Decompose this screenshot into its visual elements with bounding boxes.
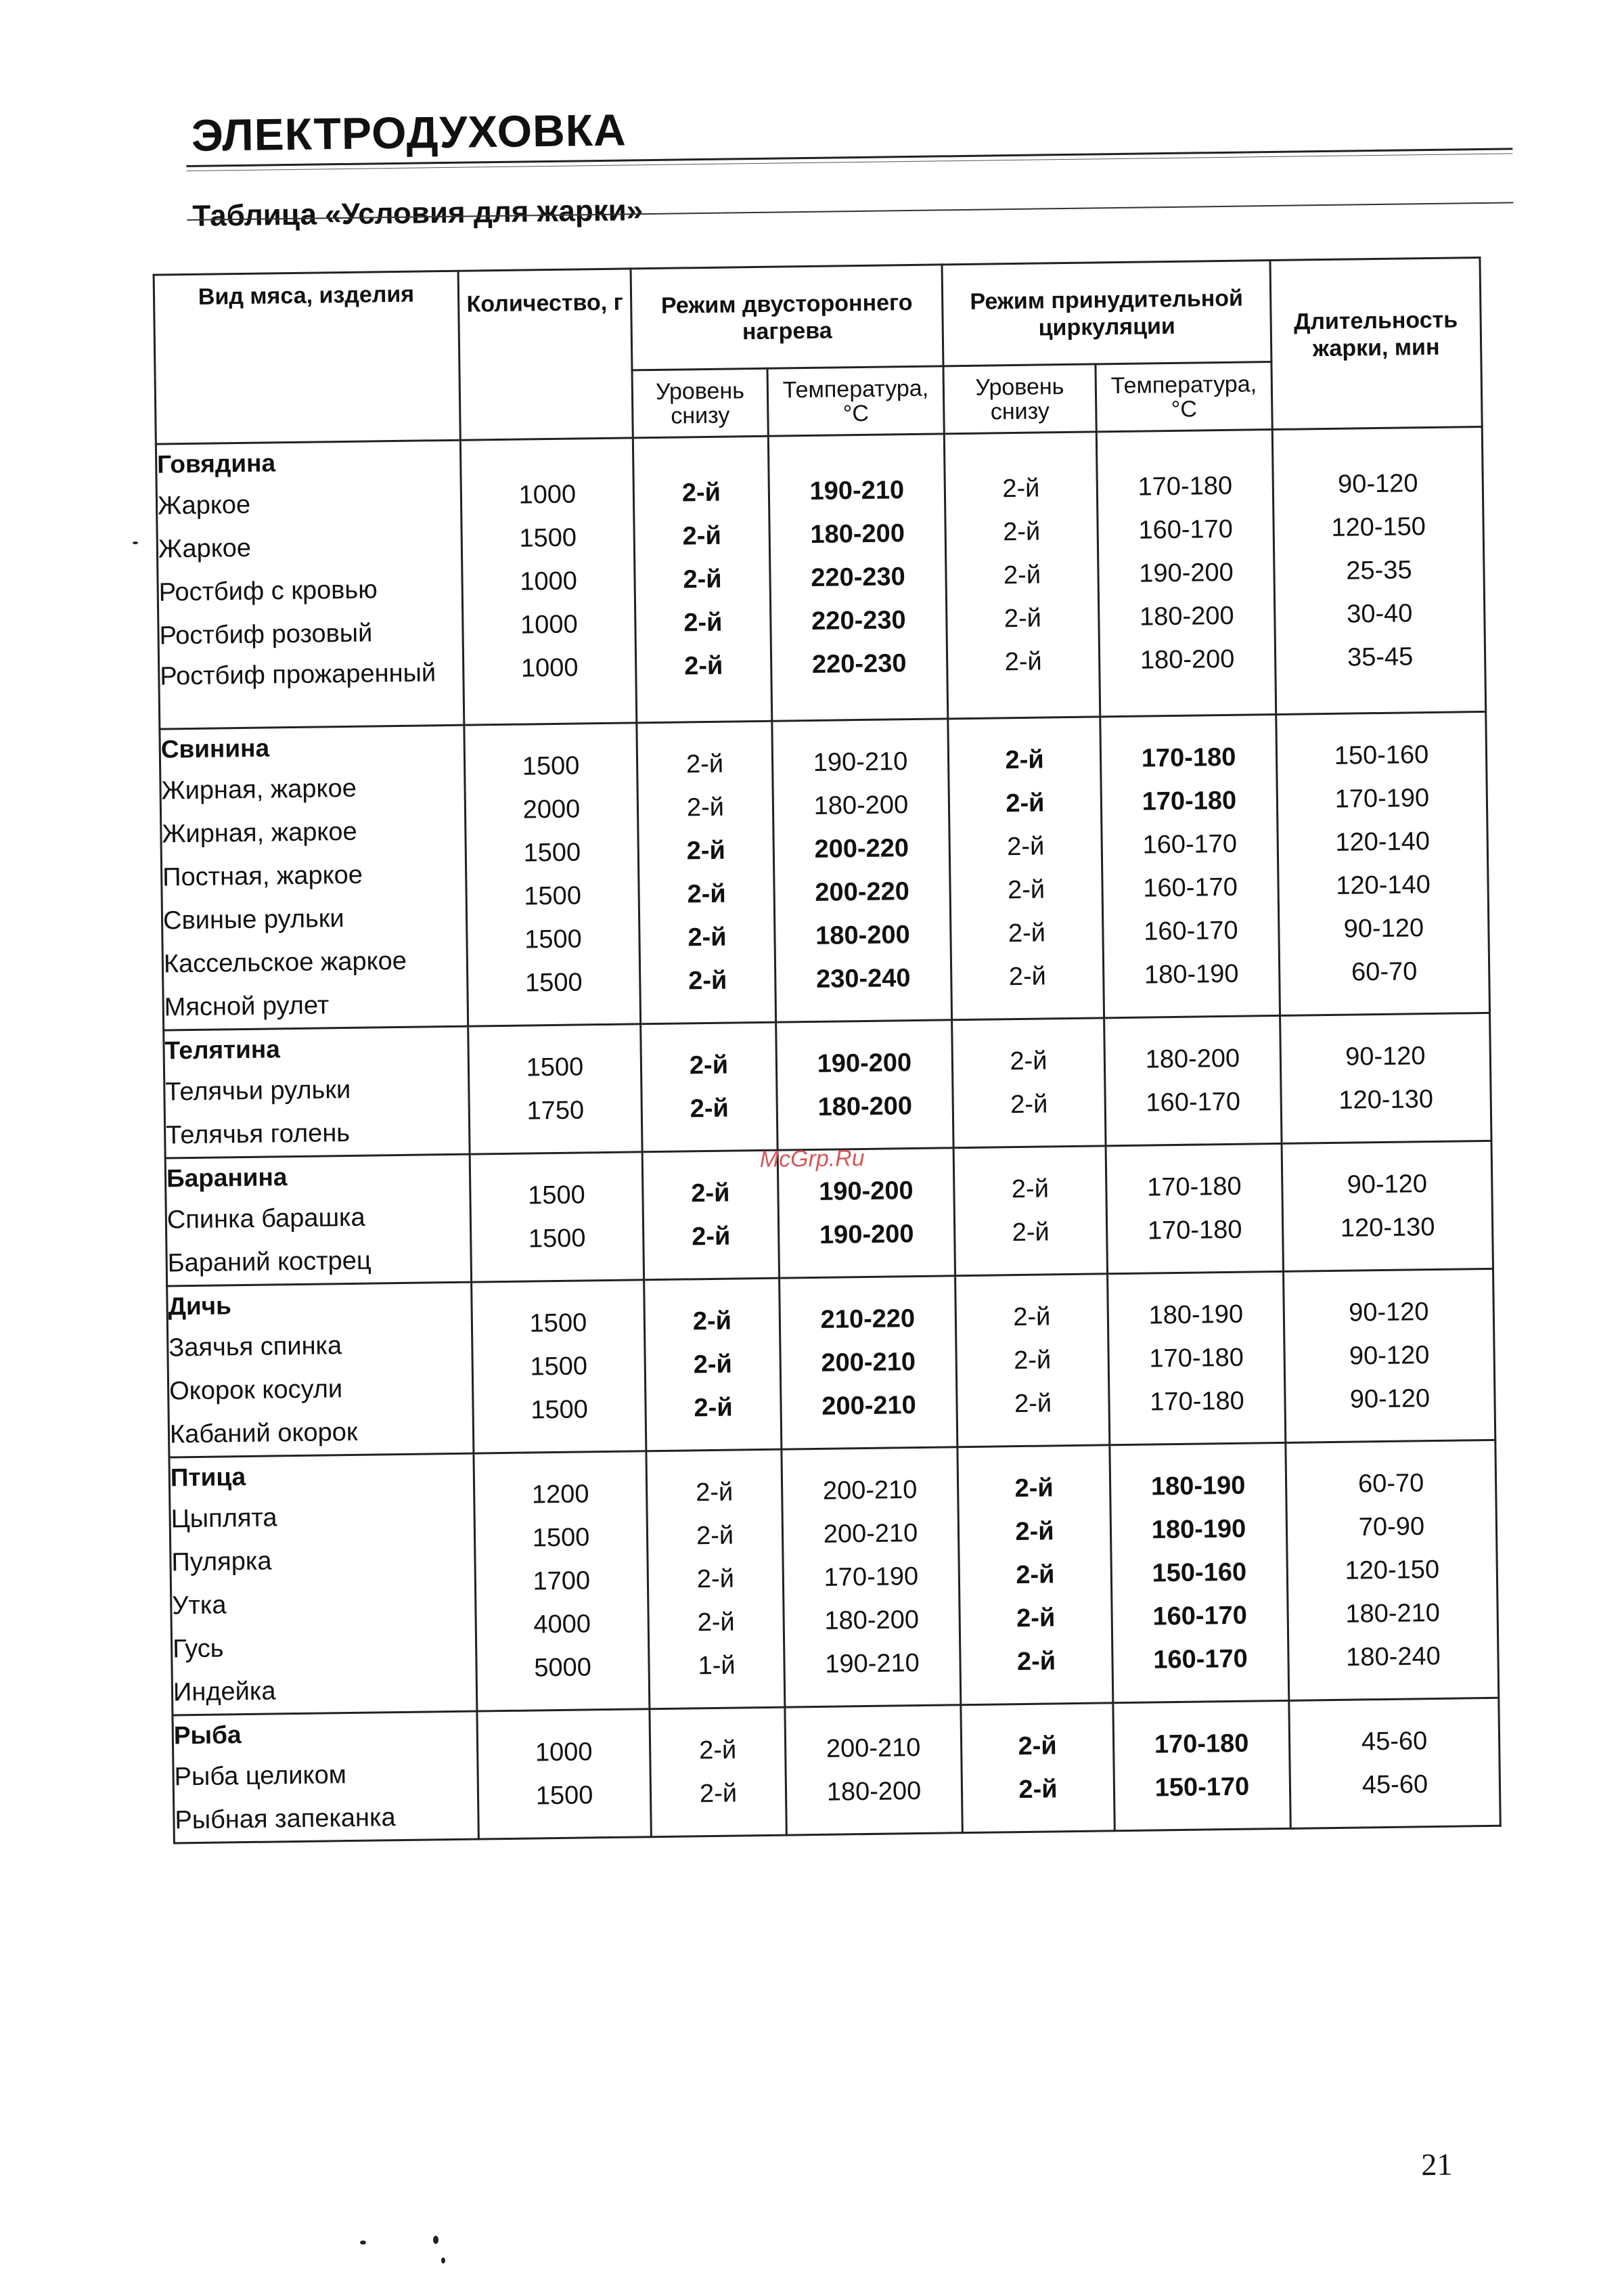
cv-level-cell xyxy=(961,1703,1114,1833)
amount-value: 1700 xyxy=(533,1566,591,1596)
amount-cell xyxy=(474,1451,650,1711)
header-top-bottom-heat: Режим двустороннего нагрева xyxy=(631,265,943,370)
product-name: Утка xyxy=(172,1591,227,1620)
header-cv-temperature: Температура, °С xyxy=(1096,362,1272,432)
tb-level-value: 2-й xyxy=(687,879,726,909)
tb-temp-cell xyxy=(782,1447,961,1707)
cv-level-value: 2-й xyxy=(1016,1560,1055,1590)
duration-value: 90-120 xyxy=(1347,1170,1428,1199)
cv-temp-value: 170-180 xyxy=(1142,786,1237,816)
tb-level-value: 2-й xyxy=(697,1608,736,1637)
amount-value: 4000 xyxy=(533,1610,591,1639)
amount-cell xyxy=(460,438,636,725)
header-tb-temperature: Температура, °С xyxy=(767,366,944,436)
duration-value: 90-120 xyxy=(1337,469,1418,499)
cv-level-value: 2-й xyxy=(1010,1090,1048,1120)
category-names-cell xyxy=(156,440,464,729)
category-name: Рыба xyxy=(173,1721,242,1750)
product-name: Кассельское жаркое xyxy=(163,946,407,979)
tb-temp-value: 200-220 xyxy=(815,877,910,907)
tb-level-value: 2-й xyxy=(686,836,726,866)
table-body xyxy=(156,426,1500,1842)
product-name: Цыплята xyxy=(171,1503,277,1534)
tb-temp-value: 170-190 xyxy=(824,1562,919,1592)
cv-level-cell xyxy=(952,1018,1106,1148)
category-name: Говядина xyxy=(156,449,276,479)
category-row xyxy=(156,426,1485,729)
amount-cell xyxy=(464,723,641,1026)
cv-level-cell xyxy=(955,1274,1110,1447)
cv-temp-value: 160-170 xyxy=(1143,873,1238,903)
tb-temp-value: 220-230 xyxy=(811,649,907,679)
amount-cell xyxy=(477,1709,651,1839)
product-name: Жирная, жаркое xyxy=(161,774,357,805)
header-product: Вид мяса, изделия xyxy=(154,271,460,444)
cv-level-value: 2-й xyxy=(1013,1346,1052,1375)
amount-value: 1000 xyxy=(520,567,578,596)
duration-value: 120-130 xyxy=(1340,1212,1435,1243)
cv-temp-value: 160-170 xyxy=(1138,514,1234,545)
duration-value: 90-120 xyxy=(1343,914,1424,944)
category-names-cell xyxy=(173,1711,478,1843)
product-name: Гусь xyxy=(172,1634,224,1664)
duration-value: 150-160 xyxy=(1334,741,1429,770)
tb-level-cell xyxy=(641,1022,778,1152)
cv-temp-value: 190-200 xyxy=(1139,558,1234,588)
tb-level-value: 2-й xyxy=(695,1478,734,1507)
cv-level-value: 2-й xyxy=(1013,1302,1051,1332)
duration-cell xyxy=(1286,1440,1499,1700)
cv-level-value: 2-й xyxy=(1004,604,1042,634)
cv-level-value: 2-й xyxy=(1014,1474,1054,1503)
tb-level-value: 2-й xyxy=(690,1094,729,1124)
duration-cell xyxy=(1284,1268,1495,1442)
duration-value: 120-150 xyxy=(1345,1555,1440,1585)
product-name: Ростбиф розовый xyxy=(159,619,373,650)
category-name: Баранина xyxy=(166,1163,288,1193)
tb-temp-cell xyxy=(768,434,948,721)
cv-temp-value: 180-200 xyxy=(1140,644,1235,675)
tb-temp-value: 190-210 xyxy=(813,747,908,777)
tb-temp-value: 180-200 xyxy=(815,921,910,950)
cv-level-value: 2-й xyxy=(1008,962,1047,992)
cv-level-cell xyxy=(948,717,1104,1020)
duration-cell xyxy=(1276,711,1490,1015)
cv-temp-cell xyxy=(1106,1143,1283,1273)
category-names-cell xyxy=(167,1282,474,1457)
cv-level-value: 2-й xyxy=(1005,745,1044,775)
header-tb-level: Уровень снизу xyxy=(632,368,768,438)
scan-speck xyxy=(133,542,138,544)
cv-level-value: 2-й xyxy=(1002,474,1040,504)
tb-temp-value: 180-200 xyxy=(817,1092,913,1122)
cv-temp-value: 150-160 xyxy=(1152,1558,1247,1588)
cv-level-value: 2-й xyxy=(1014,1389,1052,1419)
product-name: Окорок косули xyxy=(168,1375,343,1406)
duration-cell xyxy=(1272,426,1485,714)
duration-value: 30-40 xyxy=(1346,599,1413,629)
duration-value: 170-190 xyxy=(1334,784,1430,814)
duration-value: 70-90 xyxy=(1358,1512,1425,1542)
tb-level-cell xyxy=(637,721,776,1024)
cv-temp-value: 160-170 xyxy=(1143,916,1238,946)
duration-value: 180-240 xyxy=(1345,1641,1441,1672)
tb-temp-value: 230-240 xyxy=(815,964,911,994)
category-row xyxy=(169,1440,1499,1715)
amount-value: 1000 xyxy=(518,480,577,510)
amount-value: 1500 xyxy=(524,881,582,911)
cv-level-value: 2-й xyxy=(1010,1046,1047,1076)
tb-level-cell xyxy=(642,1150,779,1280)
tb-temp-value: 200-210 xyxy=(823,1519,918,1549)
amount-value: 1500 xyxy=(532,1523,590,1553)
cv-temp-value: 150-170 xyxy=(1154,1772,1250,1803)
product-name: Жаркое xyxy=(157,490,251,521)
cv-level-value: 2-й xyxy=(1018,1731,1058,1761)
product-name: Индейка xyxy=(173,1677,276,1707)
product-name: Жаркое xyxy=(158,533,252,564)
cv-level-value: 2-й xyxy=(1016,1647,1056,1677)
duration-value: 120-140 xyxy=(1335,827,1430,857)
amount-value: 5000 xyxy=(534,1653,592,1683)
scan-speck xyxy=(360,2240,366,2245)
product-name: Постная, жаркое xyxy=(162,860,363,892)
tb-level-value: 2-й xyxy=(682,521,722,551)
cv-level-value: 2-й xyxy=(1002,517,1041,547)
duration-cell xyxy=(1280,1013,1491,1143)
tb-level-value: 2-й xyxy=(683,651,723,681)
tb-level-cell xyxy=(650,1707,786,1837)
tb-level-value: 2-й xyxy=(694,1393,733,1423)
tb-temp-value: 180-200 xyxy=(813,791,909,820)
amount-value: 1500 xyxy=(526,1053,584,1082)
cv-temp-value: 160-170 xyxy=(1153,1644,1248,1675)
tb-temp-value: 190-200 xyxy=(818,1176,914,1206)
duration-value: 120-130 xyxy=(1338,1084,1434,1115)
duration-value: 120-150 xyxy=(1331,512,1426,542)
amount-value: 1500 xyxy=(522,751,580,781)
cv-temp-cell xyxy=(1096,430,1276,717)
product-name: Заячья спинка xyxy=(168,1331,342,1363)
tb-level-value: 2-й xyxy=(685,749,724,779)
amount-value: 2000 xyxy=(522,795,581,824)
tb-level-value: 2-й xyxy=(693,1350,733,1379)
header-amount: Количество, г xyxy=(458,269,633,440)
tb-level-value: 2-й xyxy=(681,478,721,508)
cv-level-value: 2-й xyxy=(1016,1604,1056,1633)
duration-value: 90-120 xyxy=(1349,1384,1430,1414)
duration-value: 120-140 xyxy=(1336,870,1431,900)
tb-temp-cell xyxy=(785,1705,962,1835)
amount-value: 1500 xyxy=(529,1308,587,1338)
product-name: Спинка барашка xyxy=(166,1203,365,1235)
amount-value: 1500 xyxy=(535,1781,593,1811)
duration-cell xyxy=(1289,1698,1500,1828)
tb-temp-value: 190-200 xyxy=(819,1220,914,1250)
tb-level-value: 2-й xyxy=(698,1736,737,1765)
tb-temp-value: 220-230 xyxy=(811,562,906,592)
category-row xyxy=(173,1698,1500,1843)
cv-level-value: 2-й xyxy=(1006,832,1045,862)
tb-temp-value: 180-200 xyxy=(824,1606,920,1635)
product-name: Телячьи рульки xyxy=(165,1075,351,1107)
category-names-cell xyxy=(169,1453,477,1715)
cv-level-value: 2-й xyxy=(1011,1174,1050,1204)
cv-level-value: 2-й xyxy=(1004,647,1042,677)
duration-value: 60-70 xyxy=(1351,957,1418,987)
tb-temp-cell xyxy=(780,1276,958,1449)
product-name: Свиные рульки xyxy=(162,904,344,935)
tb-level-value: 2-й xyxy=(691,1222,731,1252)
table-title: Таблица «Условия для жарки» xyxy=(192,194,644,233)
cv-temp-value: 170-180 xyxy=(1154,1729,1249,1759)
amount-cell xyxy=(468,1024,642,1154)
tb-temp-cell xyxy=(772,719,952,1022)
tb-temp-value: 190-210 xyxy=(809,476,905,506)
amount-cell xyxy=(472,1280,646,1453)
amount-value: 1500 xyxy=(530,1352,588,1382)
duration-value: 45-60 xyxy=(1361,1727,1428,1757)
cv-temp-value: 160-170 xyxy=(1146,1087,1241,1118)
amount-value: 1500 xyxy=(531,1395,589,1425)
cv-temp-value: 180-190 xyxy=(1148,1300,1244,1330)
amount-value: 1500 xyxy=(523,838,581,868)
tb-temp-value: 180-200 xyxy=(826,1776,922,1807)
tb-level-value: 2-й xyxy=(699,1779,738,1809)
product-name: Рыба целиком xyxy=(174,1761,347,1792)
duration-value: 180-210 xyxy=(1345,1598,1441,1629)
tb-level-value: 2-й xyxy=(688,923,727,952)
category-row xyxy=(164,1013,1491,1158)
duration-value: 25-35 xyxy=(1346,556,1412,586)
scan-speck xyxy=(433,2236,438,2244)
category-name: Дичь xyxy=(168,1292,232,1321)
cv-temp-cell xyxy=(1113,1700,1290,1830)
duration-value: 45-60 xyxy=(1361,1770,1428,1800)
cv-temp-value: 170-180 xyxy=(1141,743,1236,773)
category-names-cell xyxy=(164,1026,470,1158)
amount-value: 1750 xyxy=(526,1096,585,1126)
watermark: McGrp.Ru xyxy=(759,1145,865,1173)
header-duration: Длительность жарки, мин xyxy=(1270,257,1482,429)
cv-temp-value: 170-180 xyxy=(1137,471,1233,502)
tb-temp-cell xyxy=(776,1020,953,1150)
cv-temp-cell xyxy=(1100,714,1280,1017)
duration-value: 90-120 xyxy=(1348,1298,1429,1327)
amount-value: 1000 xyxy=(535,1738,593,1767)
cv-temp-value: 160-170 xyxy=(1152,1601,1248,1631)
section-title: ЭЛЕКТРОДУХОВКА xyxy=(191,104,627,160)
tb-temp-value: 200-210 xyxy=(822,1476,918,1505)
cv-temp-value: 180-190 xyxy=(1144,959,1239,990)
scan-speck xyxy=(441,2257,445,2264)
cv-temp-cell xyxy=(1108,1271,1286,1444)
tb-level-value: 2-й xyxy=(696,1564,735,1594)
cv-level-cell xyxy=(958,1445,1113,1705)
cv-temp-value: 170-180 xyxy=(1147,1215,1242,1245)
amount-value: 1500 xyxy=(524,968,583,998)
amount-value: 1000 xyxy=(520,610,578,640)
cv-level-value: 2-й xyxy=(1007,875,1045,905)
cv-level-cell xyxy=(944,432,1100,719)
cv-temp-value: 180-200 xyxy=(1145,1044,1240,1074)
product-name: Ростбиф с кровью xyxy=(158,575,378,607)
tb-temp-value: 190-200 xyxy=(817,1048,912,1078)
cv-temp-value: 170-180 xyxy=(1146,1172,1242,1202)
tb-temp-value: 210-220 xyxy=(820,1304,916,1334)
duration-value: 60-70 xyxy=(1357,1469,1424,1499)
cv-level-cell xyxy=(953,1146,1107,1276)
amount-cell xyxy=(470,1152,644,1282)
tb-level-value: 2-й xyxy=(689,1051,729,1080)
product-name: Кабаний окорок xyxy=(169,1417,358,1449)
cv-temp-value: 180-200 xyxy=(1139,601,1234,632)
cv-level-value: 2-й xyxy=(1006,789,1045,818)
cv-temp-value: 170-180 xyxy=(1149,1343,1244,1373)
product-name: Жирная, жаркое xyxy=(162,817,357,849)
roasting-table xyxy=(153,257,1502,1844)
tb-temp-value: 200-210 xyxy=(821,1391,917,1421)
product-name: Телячья голень xyxy=(165,1118,351,1150)
cv-temp-value: 180-190 xyxy=(1150,1471,1246,1501)
tb-level-cell xyxy=(633,436,771,723)
tb-temp-value: 190-210 xyxy=(825,1649,920,1679)
amount-value: 1500 xyxy=(528,1224,586,1254)
tb-level-value: 2-й xyxy=(686,793,725,822)
category-names-cell xyxy=(165,1154,471,1286)
cv-temp-cell xyxy=(1110,1442,1289,1702)
cv-temp-value: 160-170 xyxy=(1142,829,1238,860)
cv-level-value: 2-й xyxy=(1003,560,1041,590)
product-name: Рыбная запеканка xyxy=(175,1803,396,1835)
tb-temp-value: 220-230 xyxy=(811,606,906,636)
tb-level-value: 2-й xyxy=(696,1521,734,1551)
cv-level-value: 2-й xyxy=(1008,919,1046,948)
tb-level-value: 2-й xyxy=(691,1178,730,1208)
category-row xyxy=(160,711,1490,1030)
duration-value: 90-120 xyxy=(1345,1042,1426,1072)
tb-level-cell xyxy=(644,1278,782,1451)
tb-level-value: 2-й xyxy=(688,966,727,996)
tb-level-value: 2-й xyxy=(683,608,723,638)
amount-value: 1500 xyxy=(519,523,577,553)
amount-value: 1000 xyxy=(520,653,579,683)
tb-level-value: 1-й xyxy=(698,1651,736,1681)
product-name: Пулярка xyxy=(171,1547,272,1577)
product-name: Мясной рулет xyxy=(164,991,330,1022)
duration-value: 90-120 xyxy=(1349,1341,1430,1371)
category-name: Телятина xyxy=(164,1035,281,1065)
cv-level-value: 2-й xyxy=(1018,1775,1058,1805)
tb-temp-value: 200-220 xyxy=(814,834,909,864)
cv-level-value: 2-й xyxy=(1015,1517,1054,1547)
cv-temp-cell xyxy=(1104,1015,1282,1145)
product-name: Бараний кострец xyxy=(167,1246,371,1278)
page-number: 21 xyxy=(1420,2146,1453,2182)
cv-level-value: 2-й xyxy=(1012,1218,1050,1248)
tb-temp-value: 180-200 xyxy=(810,519,905,549)
cv-temp-value: 180-190 xyxy=(1151,1514,1246,1545)
category-name: Птица xyxy=(170,1463,246,1492)
amount-value: 1500 xyxy=(524,925,583,954)
category-names-cell xyxy=(160,725,468,1030)
header-convection: Режим принудительной циркуляции xyxy=(942,261,1271,366)
tb-level-value: 2-й xyxy=(683,565,722,594)
cv-temp-value: 170-180 xyxy=(1150,1386,1245,1417)
tb-temp-value: 200-210 xyxy=(826,1733,921,1763)
product-name: Ростбиф прожаренный xyxy=(160,659,436,691)
duration-value: 35-45 xyxy=(1347,642,1414,672)
amount-value: 1200 xyxy=(531,1480,589,1509)
duration-cell xyxy=(1282,1141,1493,1271)
tb-level-cell xyxy=(646,1449,785,1709)
tb-temp-value: 200-210 xyxy=(821,1348,916,1377)
category-name: Свинина xyxy=(160,734,270,764)
header-cv-level: Уровень снизу xyxy=(943,364,1096,434)
category-row xyxy=(167,1268,1495,1457)
amount-value: 1500 xyxy=(527,1180,585,1210)
tb-level-value: 2-й xyxy=(692,1306,732,1336)
